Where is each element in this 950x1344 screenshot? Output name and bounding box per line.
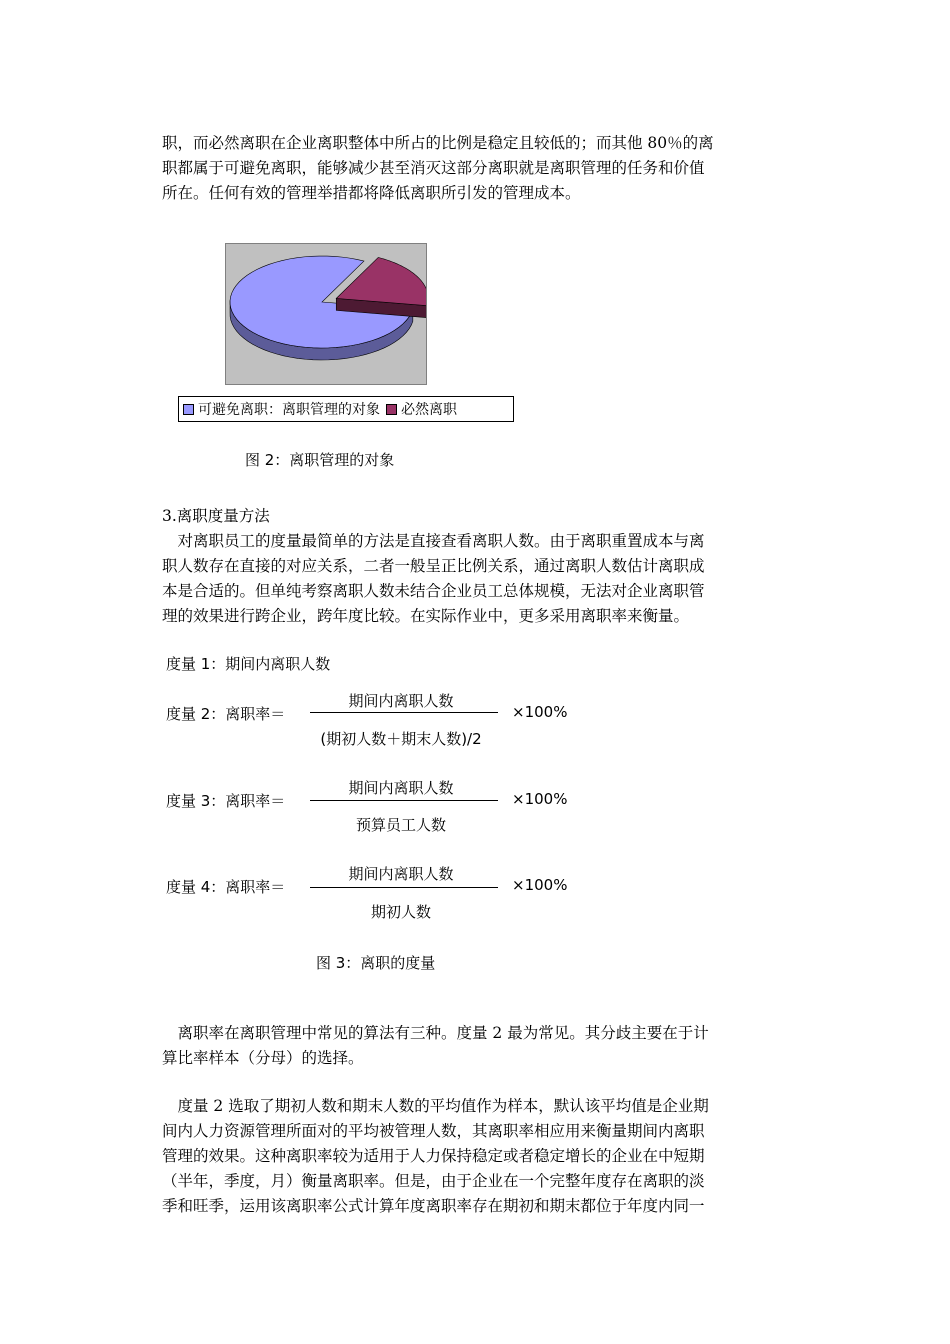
section-3 [162,504,778,629]
measure-2-denominator: (期初人数＋期末人数)/2 [320,730,482,748]
paragraph-3 [162,1094,778,1219]
measure-4-denominator: 期初人数 [370,903,431,921]
text-line: 所在。任何有效的管理举措都将降低离职所引发的管理成本。 [162,184,581,202]
text-line: 职人数存在直接的对应关系，二者一般呈正比例关系，通过离职人数估计离职成 [162,557,705,575]
legend-label-avoidable: 可避免离职：离职管理的对象 [198,402,380,418]
text-line: （半年，季度，月）衡量离职率。但是，由于企业在一个完整年度存在离职的淡 [162,1172,705,1190]
text-line: 算比率样本（分母）的选择。 [162,1049,364,1067]
measure-2-label: 度量 2：离职率＝ [166,705,286,723]
legend-label-inevitable: 必然离职 [401,402,457,418]
text-line: 职都属于可避免离职，能够减少甚至消灭这部分离职就是离职管理的任务和价值 [162,159,705,177]
measure-3-times: ×100% [512,790,568,808]
figure-3-caption: 图 3：离职的度量 [316,954,436,972]
section-heading: 3.离职度量方法 [162,507,270,525]
measure-4-numerator: 期间内离职人数 [348,865,454,883]
pie-chart-svg [226,244,426,384]
text-line: 对离职员工的度量最简单的方法是直接查看离职人数。由于离职重置成本与离 [162,532,705,550]
measure-4-fraction-bar [310,887,498,888]
legend-swatch-inevitable [386,404,397,415]
measure-2-times: ×100% [512,703,568,721]
pie-chart [225,243,427,385]
measure-4-label: 度量 4：离职率＝ [166,878,286,896]
measure-3-denominator: 预算员工人数 [355,816,446,834]
measure-3-label: 度量 3：离职率＝ [166,792,286,810]
measure-2-fraction-bar [310,712,498,713]
text-line: 度量 2 选取了期初人数和期末人数的平均值作为样本，默认该平均值是企业期 [162,1097,709,1115]
measure-4-times: ×100% [512,876,568,894]
text-line: 季和旺季，运用该离职率公式计算年度离职率存在期初和期末都位于年度内同一 [162,1197,705,1215]
measure-1: 度量 1：期间内离职人数 [166,655,331,673]
text-line: 管理的效果。这种离职率较为适用于人力保持稳定或者稳定增长的企业在中短期 [162,1147,705,1165]
measure-2-numerator: 期间内离职人数 [348,692,454,710]
paragraph-2 [162,1021,778,1071]
figure-2-caption: 图 2：离职管理的对象 [245,451,395,469]
text-line: 理的效果进行跨企业，跨年度比较。在实际作业中，更多采用离职率来衡量。 [162,607,690,625]
text-line: 本是合适的。但单纯考察离职人数未结合企业员工总体规模，无法对企业离职管 [162,582,705,600]
text-line: 间内人力资源管理所面对的平均被管理人数，其离职率相应用来衡量期间内离职 [162,1122,705,1140]
text-line: 职，而必然离职在企业离职整体中所占的比例是稳定且较低的；而其他 80％的离 [162,134,714,152]
intro-paragraph [162,131,778,206]
legend-swatch-avoidable [183,404,194,415]
measure-3-numerator: 期间内离职人数 [348,779,454,797]
chart-legend [178,396,514,422]
measure-3-fraction-bar [310,800,498,801]
text-line: 离职率在离职管理中常见的算法有三种。度量 2 最为常见。其分歧主要在于计 [162,1024,709,1042]
